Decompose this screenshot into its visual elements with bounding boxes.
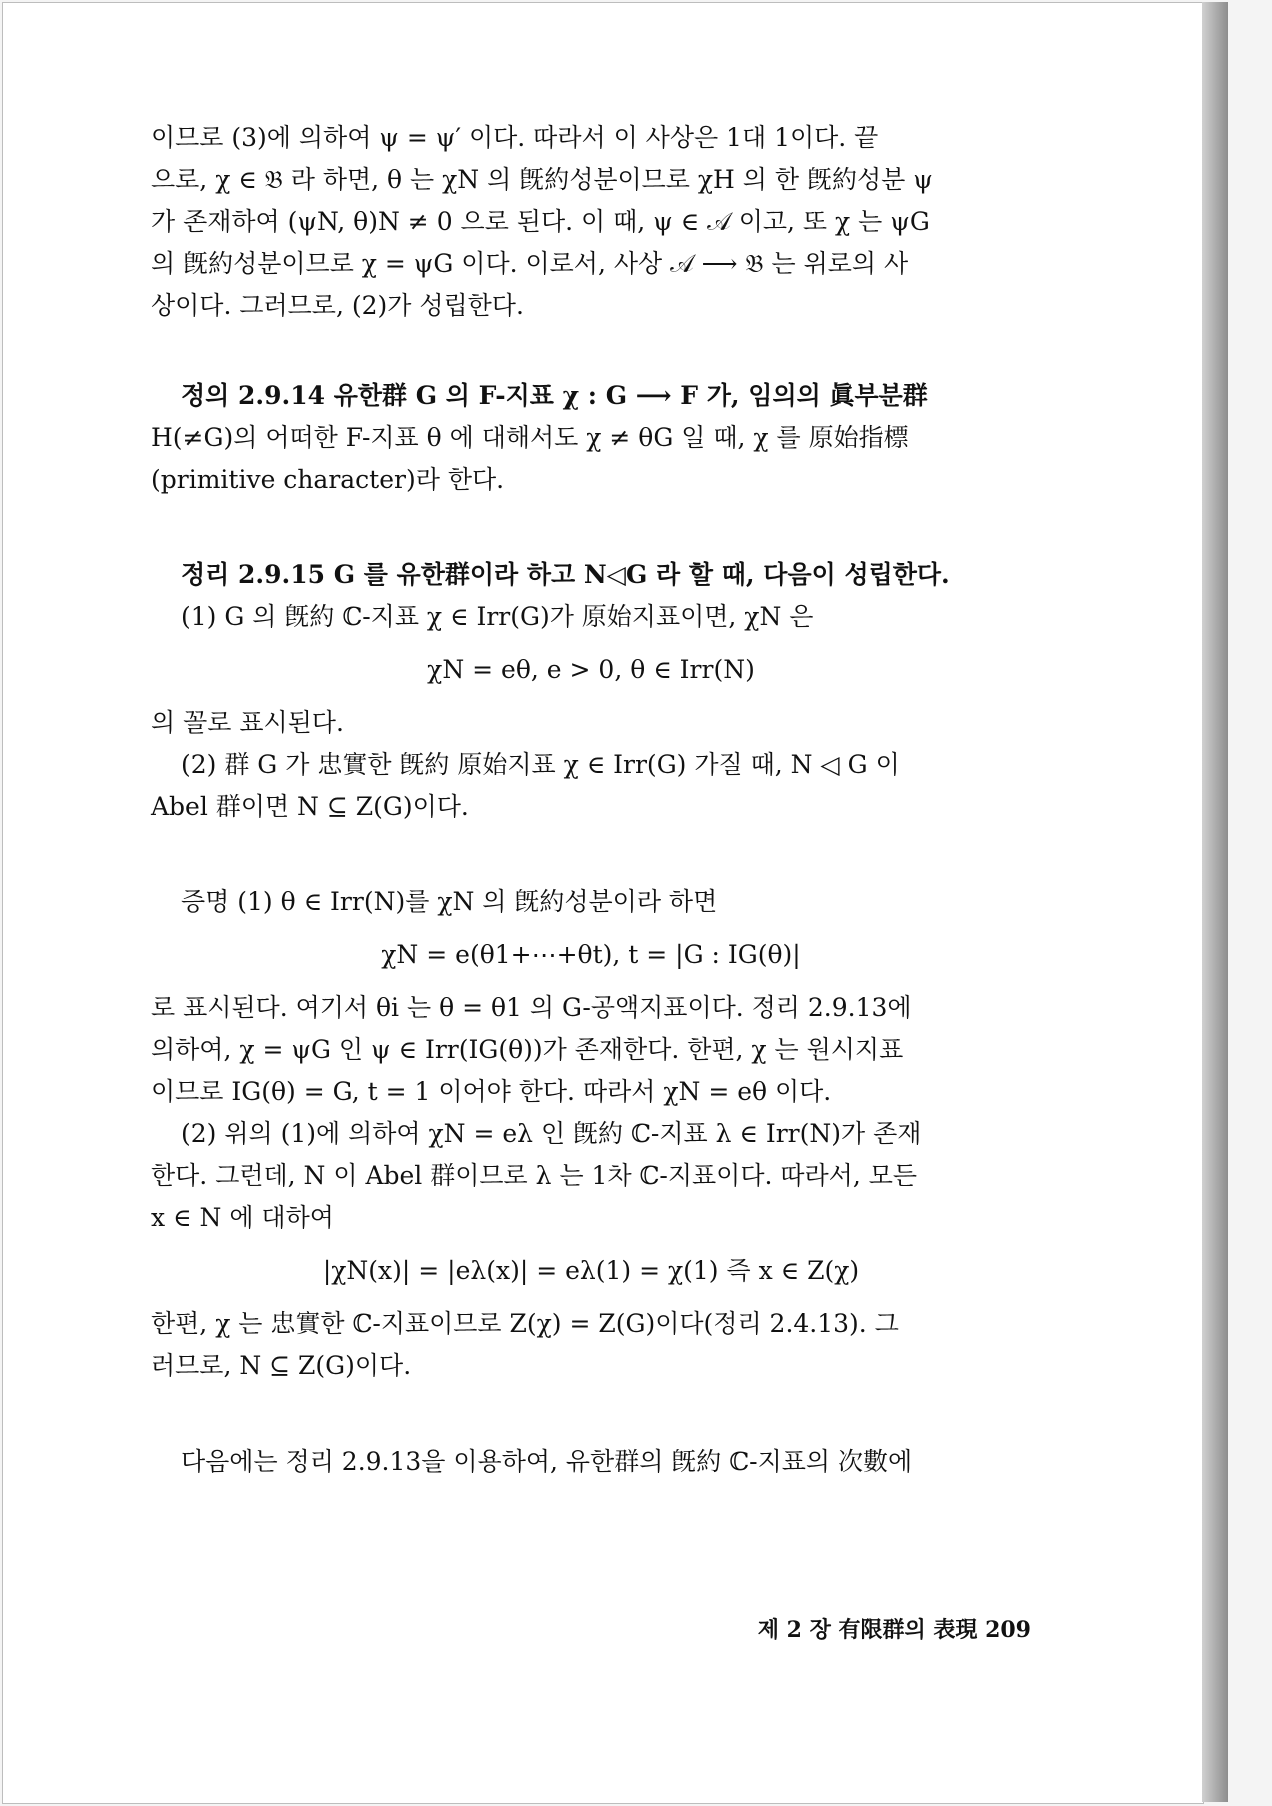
text-line: 의 꼴로 표시된다. xyxy=(151,708,344,737)
text-line: (1) G 의 旣約 ℂ-지표 χ ∈ Irr(G)가 原始지표이면, χN 은 xyxy=(181,602,814,631)
text-line: 가 존재하여 (ψN, θ)N ≠ 0 으로 된다. 이 때, ψ ∈ 𝒜 이고, 또 χ 는 ψG xyxy=(151,207,930,236)
text-line: (primitive character)라 한다. xyxy=(151,465,505,494)
running-footer: 제 2 장 有限群의 表現 209 xyxy=(757,1617,1031,1643)
text-line: 이므로 (3)에 의하여 ψ = ψ′ 이다. 따라서 이 사상은 1대 1이다. 끝 xyxy=(151,123,879,152)
text-line: 다음에는 정리 2.9.13을 이용하여, 유한群의 旣約 ℂ-지표의 次數에 xyxy=(181,1447,913,1476)
equation: χN = e(θ1+⋯+θt), t = |G : IG(θ)| xyxy=(381,940,801,969)
text-line: 상이다. 그러므로, (2)가 성립한다. xyxy=(151,291,524,320)
definition-heading: 정의 2.9.14 유한群 G 의 F-지표 χ : G ⟶ F 가, 임의의 眞부분群 xyxy=(181,381,928,410)
page-edge-shadow xyxy=(1202,2,1228,1802)
proof-heading: 증명 (1) θ ∈ Irr(N)를 χN 의 旣約성분이라 하면 xyxy=(181,887,718,916)
text-line: 이므로 IG(θ) = G, t = 1 이어야 한다. 따라서 χN = eθ 이다. xyxy=(151,1077,832,1106)
text-line: 의하여, χ = ψG 인 ψ ∈ Irr(IG(θ))가 존재한다. 한편, χ 는 원시지표 xyxy=(151,1035,904,1064)
text-line: 으로, χ ∈ 𝔅 라 하면, θ 는 χN 의 旣約성분이므로 χH 의 한 旣約성분 ψ xyxy=(151,165,933,194)
text-line: 한다. 그런데, N 이 Abel 群이므로 λ 는 1차 ℂ-지표이다. 따라서, 모든 xyxy=(151,1161,918,1190)
text-line: 한편, χ 는 忠實한 ℂ-지표이므로 Z(χ) = Z(G)이다(정리 2.4.13). 그 xyxy=(151,1309,899,1338)
text-line: 로 표시된다. 여기서 θi 는 θ = θ1 의 G-공액지표이다. 정리 2.9.13에 xyxy=(151,993,912,1022)
text-line: x ∈ N 에 대하여 xyxy=(151,1203,334,1232)
text-line: H(≠G)의 어떠한 F-지표 θ 에 대해서도 χ ≠ θG 일 때, χ 를 原始指標 xyxy=(151,423,909,452)
text-line: (2) 위의 (1)에 의하여 χN = eλ 인 旣約 ℂ-지표 λ ∈ Irr(N)가 존재 xyxy=(181,1119,922,1148)
text-line: 의 旣約성분이므로 χ = ψG 이다. 이로서, 사상 𝒜 ⟶ 𝔅 는 위로의 사 xyxy=(151,249,909,278)
text-line: (2) 群 G 가 忠實한 旣約 原始지표 χ ∈ Irr(G) 가질 때, N ◁ G 이 xyxy=(181,750,900,779)
text-line: Abel 群이면 N ⊆ Z(G)이다. xyxy=(151,792,469,821)
text-line: 러므로, N ⊆ Z(G)이다. xyxy=(151,1351,412,1380)
equation: |χN(x)| = |eλ(x)| = eλ(1) = χ(1) 즉 x ∈ Z(χ) xyxy=(322,1256,860,1285)
equation: χN = eθ, e > 0, θ ∈ Irr(N) xyxy=(427,655,755,684)
theorem-heading: 정리 2.9.15 G 를 유한群이라 하고 N◁G 라 할 때, 다음이 성립한다. xyxy=(181,560,950,589)
book-page xyxy=(2,2,1204,1804)
